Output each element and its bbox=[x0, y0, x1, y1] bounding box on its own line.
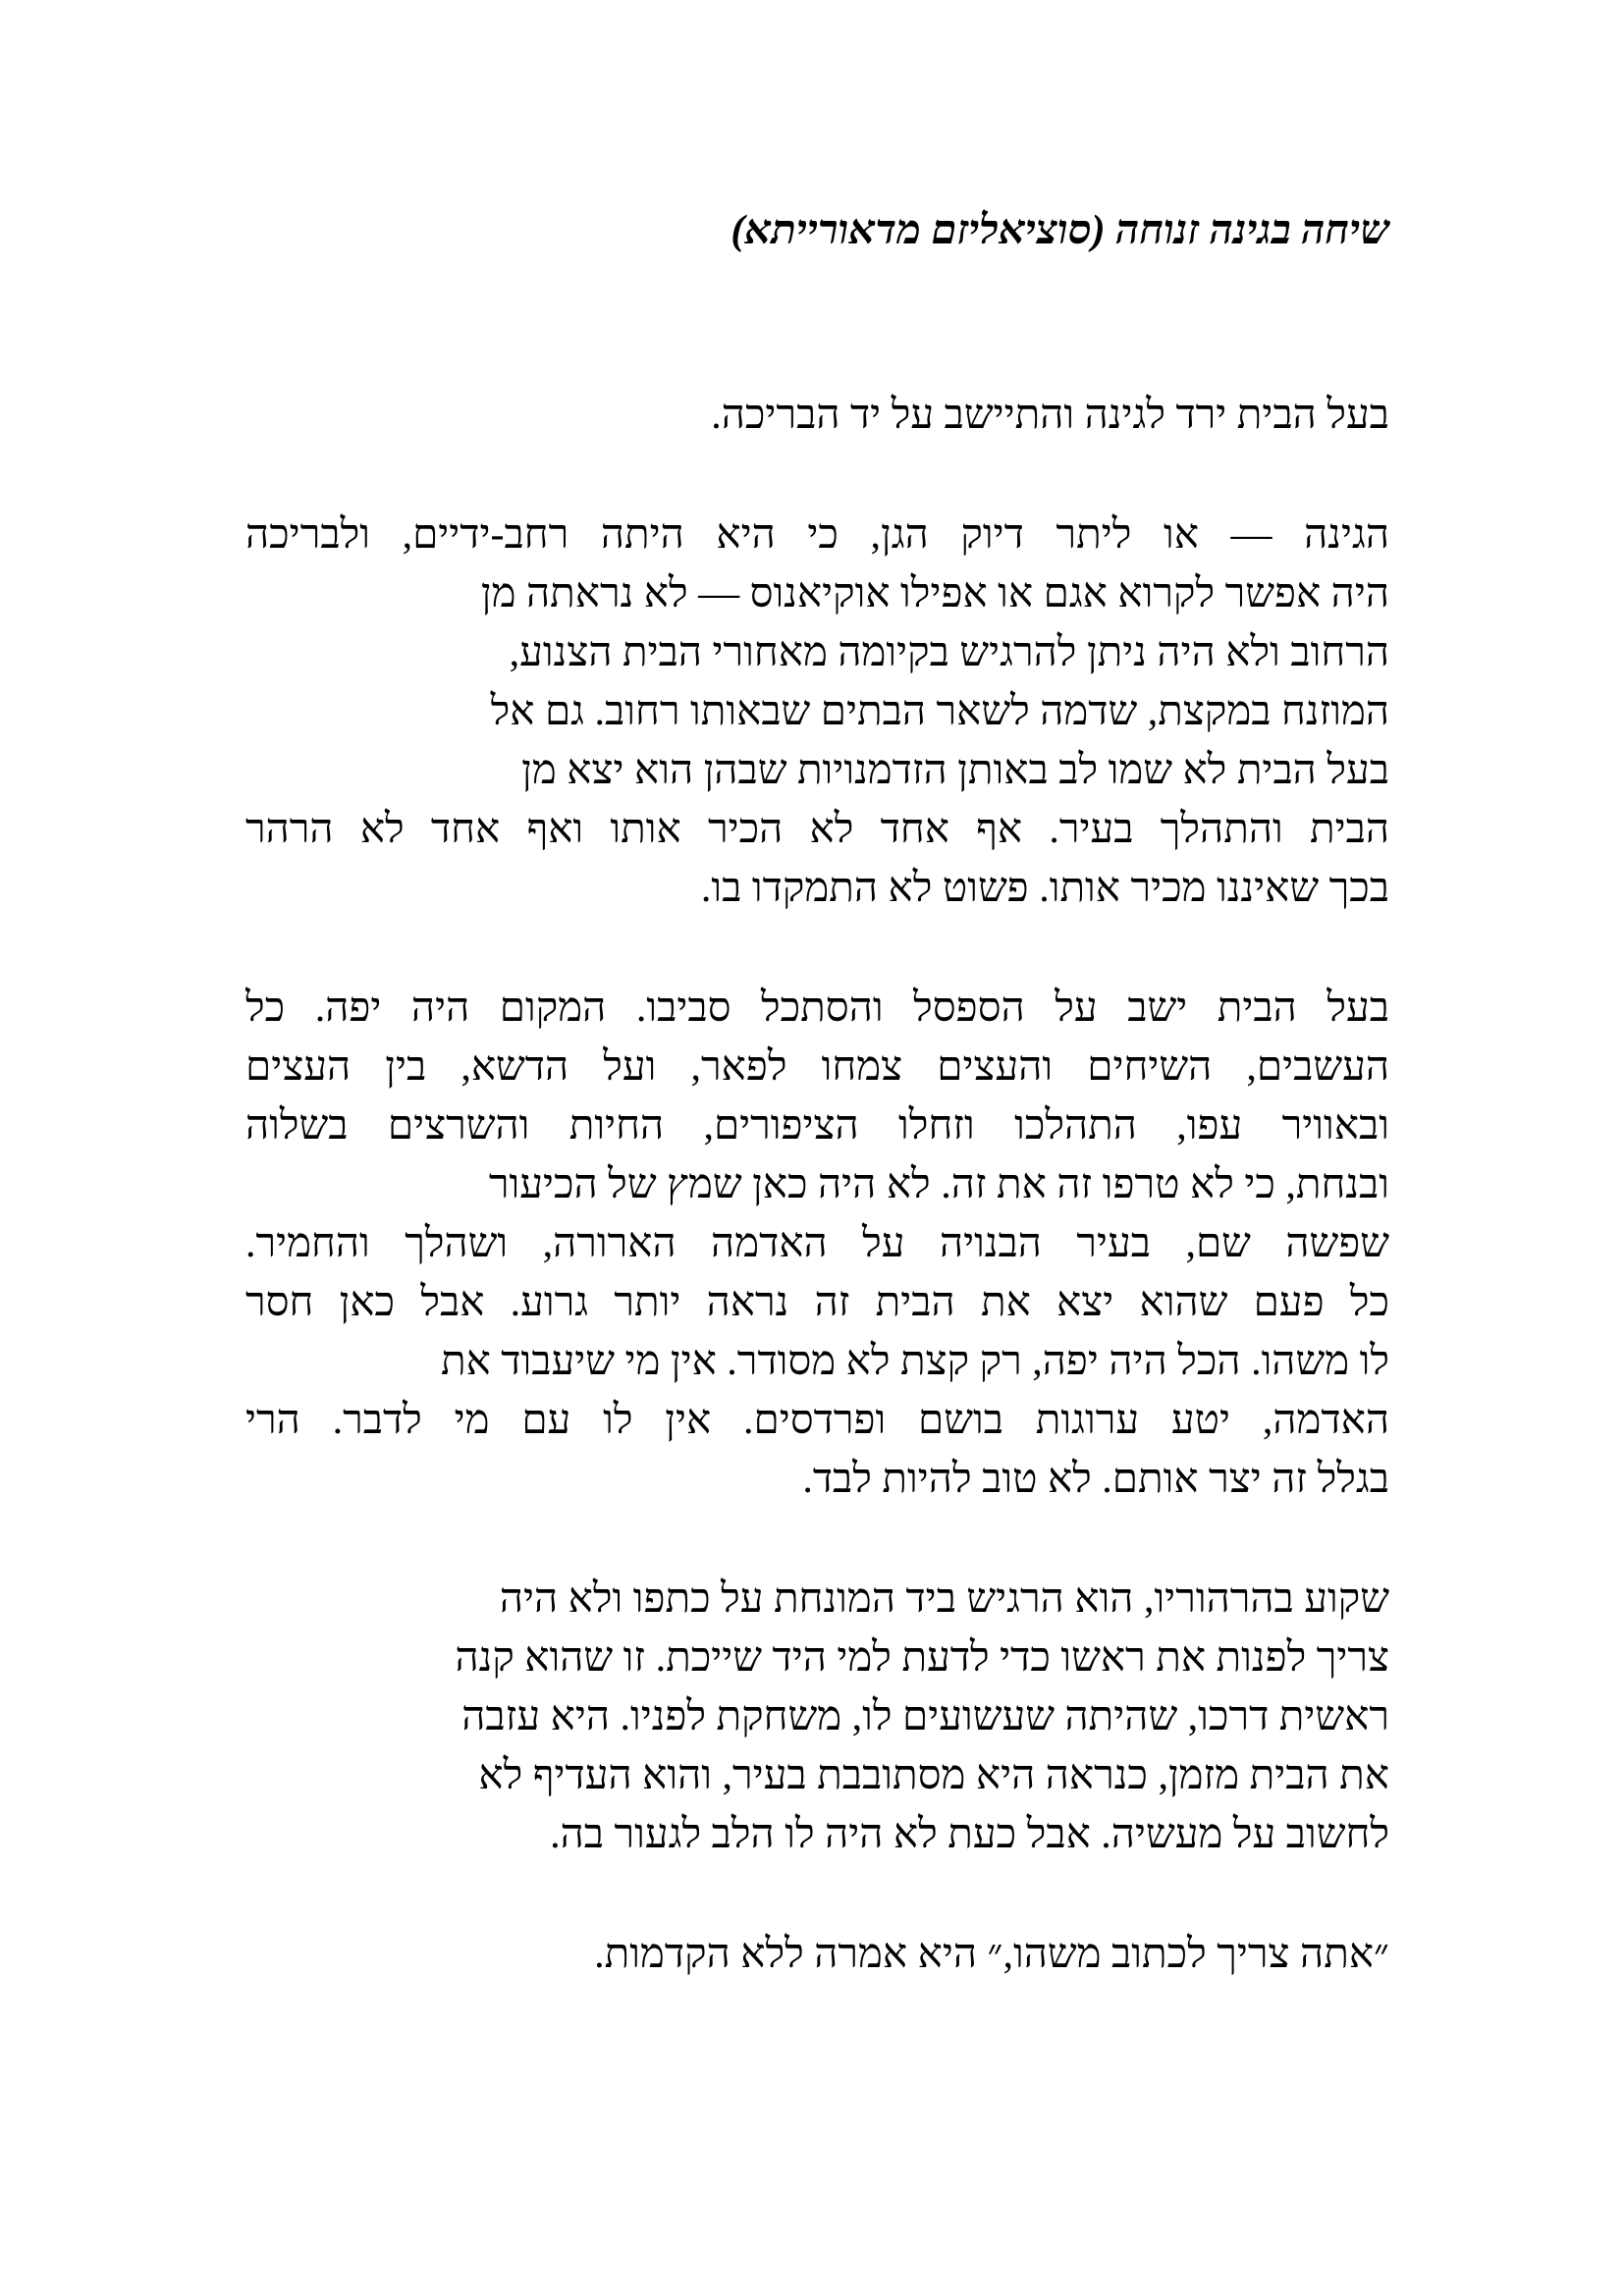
document-title: שיחה בגינה זנוחה (סוציאליזם מדאורייתא) bbox=[731, 208, 1389, 253]
text-line: ראשית דרכו, שהיתה שעשועים לו, משחקת לפניו. היא עזבה bbox=[461, 1694, 1389, 1739]
text-line: המוזנח במקצת, שדמה לשאר הבתים שבאותו רחוב. גם אל bbox=[490, 689, 1389, 734]
text-line: הרחוב ולא היה ניתן להרגיש בקיומה מאחורי הבית הצנוע, bbox=[509, 630, 1389, 675]
text-line: בגלל זה יצר אותם. לא טוב להיות לבד. bbox=[802, 1457, 1389, 1502]
text-line: צריך לפנות את ראשו כדי לדעת למי היד שייכת. זו שהוא קנה bbox=[455, 1635, 1389, 1681]
text-line: שפשה שם, בעיר הבנויה על האדמה הארורה, ושהלך והחמיר. bbox=[245, 1221, 1389, 1266]
text-line: ובנחת, כי לא טרפו זה את זה. לא היה כאן שמץ של הכיעור bbox=[488, 1162, 1389, 1207]
text-line: לו משהו. הכל היה יפה, רק קצת לא מסודר. אין מי שיעבוד את bbox=[440, 1339, 1389, 1384]
text-line: שקוע בהרהוריו, הוא הרגיש ביד המונחת על כתפו ולא היה bbox=[499, 1576, 1389, 1622]
paragraph-4 bbox=[245, 1570, 1389, 1864]
paragraph-5 bbox=[245, 1925, 1389, 1984]
text-line: בעל הבית ישב על הספסל והסתכל סביבו. המקום היה יפה. כל bbox=[245, 986, 1389, 1031]
text-line: לחשוב על מעשיה. אבל כעת לא היה לו הלב לגעור בה. bbox=[550, 1812, 1389, 1857]
text-line: ״אתה צריך לכתוב משהו,״ היא אמרה ללא הקדמות. bbox=[594, 1932, 1389, 1977]
text-line: הבית והתהלך בעיר. אף אחד לא הכיר אותו ואף אחד לא הרהר bbox=[245, 807, 1389, 852]
text-line: היה אפשר לקרוא אגם או אפילו אוקיאנוס — לא נראתה מן bbox=[480, 571, 1389, 616]
text-line: הגינה — או ליתר דיוק הגן, כי היא היתה רחב-ידיים, ולבריכה bbox=[245, 512, 1389, 558]
text-line: בכך שאיננו מכיר אותו. פשוט לא התמקדו בו. bbox=[700, 866, 1389, 911]
document-page bbox=[245, 201, 1389, 2045]
text-line: את הבית מזמן, כנראה היא מסתובבת בעיר, והוא העדיף לא bbox=[478, 1753, 1389, 1798]
text-line: כל פעם שהוא יצא את הבית זה נראה יותר גרוע. אבל כאן חסר bbox=[245, 1280, 1389, 1325]
paragraph-1 bbox=[245, 386, 1389, 445]
text-line: בעל הבית לא שמו לב באותן הזדמנויות שבהן הוא יצא מן bbox=[521, 748, 1389, 793]
text-line: ובאוויר עפו, התהלכו וזחלו הציפורים, החיות והשרצים בשלוה bbox=[245, 1103, 1389, 1148]
text-line: בעל הבית ירד לגינה והתיישב על יד הבריכה. bbox=[711, 393, 1389, 438]
text-line: העשבים, השיחים והעצים צמחו לפאר, ועל הדשא, בין העצים bbox=[245, 1044, 1389, 1090]
paragraph-3 bbox=[245, 979, 1389, 1509]
text-line: האדמה, יטע ערוגות בושם ופרדסים. אין לו עם מי לדבר. הרי bbox=[245, 1398, 1389, 1443]
paragraph-2 bbox=[245, 506, 1389, 918]
